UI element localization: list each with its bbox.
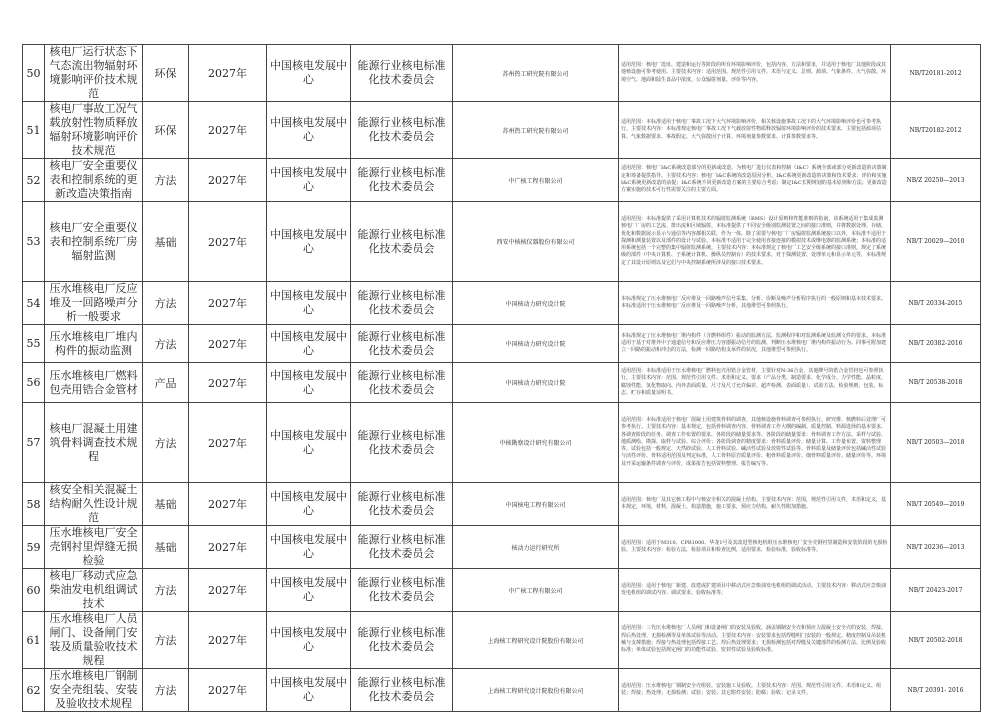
replaced-standard-cell: NB/T 20334-2015	[891, 282, 981, 325]
organizing-unit-cell: 中国核电发展中心	[267, 325, 351, 363]
standard-type-cell: 环保	[143, 45, 189, 102]
organizing-unit-cell: 中国核电发展中心	[267, 526, 351, 569]
drafting-unit-cell: 上海核工程研究设计院股份有限公司	[453, 669, 619, 712]
row-number-cell: 58	[23, 483, 45, 526]
scope-and-content-cell: 适用范围：本标准适用于核电厂混凝土用建筑骨料的调查，其他核设施骨料调查可参照执行。研究堆、核燃料后处理厂可参考执行。主要技术内容：基本规定，包括骨料调查内容、骨料调查工作大纲的编制、质量控制、料源选择的基本要求、各调查阶段的任务、调查工作布置的要求、各阶段的储量要求等。各阶段的储量要求：骨料调查工作方法、采样与试验、地质测绘、勘探、取样与试验、综合评价；各阶段调查的精度要求：骨料质量评价、储量计算、工作量布置、资料整理等。试验包括一般规定、天然砂试验、人工骨料试验、碱活性试验及放射性试验等。骨料质量及储量评价包括碱活性试验与活性评价、骨料适用范围及判定标准，人工骨料原岩质量评价、粗骨料质量评价、细骨料质量评价、储量评价等。环境及开采运输条件调查与评价，成果报告包括资料整理、报告编写等。	[619, 403, 891, 483]
replaced-standard-cell: NB/Z 20250—2013	[891, 159, 981, 202]
organizing-unit-cell: 中国核电发展中心	[267, 483, 351, 526]
row-number-cell: 53	[23, 202, 45, 282]
standard-name-cell: 核电厂安全重要仪表和控制系统厂房辐射监测	[45, 202, 143, 282]
row-number-cell: 54	[23, 282, 45, 325]
target-year-cell: 2027年	[189, 483, 267, 526]
scope-and-content-cell: 适用范围：本标准提供了采用计算机技术的辐射监测系统（RMS）设计原则和性能准则的指南，该系统适用于集成监测核电厂厂房的工艺流、排出流和区域辐射。本标准提供了不同安全级别监测装置之间的接口准则，并将数据处理、存储、优化和数据展示显示与通信等内容都相关联，作为一体。除了需要与核电厂厂房辐射监测系统接口以外，本标准不适用于探测和测量装置以及部件的设计与试验。本标准不适用于完全使用直接连接的模拟技术或继电器的监测系统；本标准的适用系统包括一个完整的集中辐射监测系统。主要技术内容：本标准规定了核电厂工艺安全级系统的接口准则，规定了系统级的部件（中央计算机、子系统计算机、操纵员控制台）的技术要求，对于探测装置、处理单元和显示单元等，本标准规定了其设计原则以及它们与中央控制系统所涉及的接口技术要求。	[619, 202, 891, 282]
scope-and-content-cell: 适用范围：适用于核电厂新建、改建或扩建项目中移动式应急柴油发电机组的调试活动。主要技术内容：移动式应急柴油发电机组的调试内容、调试要求、验收标准等。	[619, 569, 891, 612]
standard-type-cell: 方法	[143, 569, 189, 612]
drafting-unit-cell: 中国核电工程有限公司	[453, 483, 619, 526]
standard-name-cell: 核电厂混凝土用建筑骨料调查技术规程	[45, 403, 143, 483]
organizing-unit-cell: 中国核电发展中心	[267, 669, 351, 712]
standard-type-cell: 方法	[143, 403, 189, 483]
organizing-unit-cell: 中国核电发展中心	[267, 102, 351, 159]
row-number-cell: 61	[23, 612, 45, 669]
drafting-unit-cell: 中广核工程有限公司	[453, 159, 619, 202]
technical-committee-cell: 能源行业核电标准化技术委员会	[351, 102, 453, 159]
scope-and-content-cell: 适用范围：核电厂及其它核工程中与核安全相关的混凝土结构。主要技术内容：范围，规范性引用文件，术语和定义，基本规定，环境，材料，混凝土，构造措施，施工要求，预应力结构，耐久性附加措施。	[619, 483, 891, 526]
technical-committee-cell: 能源行业核电标准化技术委员会	[351, 612, 453, 669]
replaced-standard-cell: NB/T 20391- 2016	[891, 669, 981, 712]
target-year-cell: 2027年	[189, 325, 267, 363]
standard-type-cell: 方法	[143, 282, 189, 325]
standard-name-cell: 压水堆核电厂堆内构件的振动监测	[45, 325, 143, 363]
table-row	[23, 483, 981, 526]
drafting-unit-cell: 中国核动力研究设计院	[453, 282, 619, 325]
replaced-standard-cell: NB/T 20236—2013	[891, 526, 981, 569]
standard-name-cell: 核安全相关混凝土结构耐久性设计规范	[45, 483, 143, 526]
replaced-standard-cell: NB/T 20538-2018	[891, 363, 981, 403]
organizing-unit-cell: 中国核电发展中心	[267, 363, 351, 403]
table-row	[23, 159, 981, 202]
row-number-cell: 62	[23, 669, 45, 712]
replaced-standard-cell: NB/T 20029—2010	[891, 202, 981, 282]
scope-and-content-cell: 适用范围：适用于M310、CPR1000、华龙1号及其改进型核电机组压水堆核电厂安全壳钢衬里制造和安装阶段的无损检验。主要技术内容：检验方法，检验项目和检查比例，适用要求，检验标准，验收标准等。	[619, 526, 891, 569]
replaced-standard-cell: NB/T 20502-2018	[891, 612, 981, 669]
standard-type-cell: 产品	[143, 363, 189, 403]
standard-name-cell: 核电厂事故工况气载放射性物质释放辐射环境影响评价技术规范	[45, 102, 143, 159]
table-row	[23, 102, 981, 159]
replaced-standard-cell: NB/T 20503—2018	[891, 403, 981, 483]
target-year-cell: 2027年	[189, 526, 267, 569]
standard-type-cell: 基础	[143, 202, 189, 282]
drafting-unit-cell: 中广核工程有限公司	[453, 569, 619, 612]
technical-committee-cell: 能源行业核电标准化技术委员会	[351, 403, 453, 483]
scope-and-content-cell: 适用范围：压水堆核电厂钢制安全壳组装、安装施工及验收。主要技术内容：范围、规范性引用文件、术语和定义、组装；焊接；热处理；无损检测；试验；安装；其它附件安装；防腐；验收；记录文件。	[619, 669, 891, 712]
target-year-cell: 2027年	[189, 202, 267, 282]
target-year-cell: 2027年	[189, 403, 267, 483]
organizing-unit-cell: 中国核电发展中心	[267, 45, 351, 102]
table-row	[23, 612, 981, 669]
target-year-cell: 2027年	[189, 102, 267, 159]
technical-committee-cell: 能源行业核电标准化技术委员会	[351, 202, 453, 282]
drafting-unit-cell: 西安中核核仪器股份有限公司	[453, 202, 619, 282]
drafting-unit-cell: 中国核动力研究设计院	[453, 363, 619, 403]
technical-committee-cell: 能源行业核电标准化技术委员会	[351, 526, 453, 569]
target-year-cell: 2027年	[189, 569, 267, 612]
organizing-unit-cell: 中国核电发展中心	[267, 159, 351, 202]
standard-name-cell: 核电厂移动式应急柴油发电机组调试技术	[45, 569, 143, 612]
row-number-cell: 52	[23, 159, 45, 202]
standard-type-cell: 方法	[143, 612, 189, 669]
technical-committee-cell: 能源行业核电标准化技术委员会	[351, 282, 453, 325]
scope-and-content-cell: 适用范围：核电厂选址、建造和运行等阶段的所有环境影响评价，包括内容、方法和要求，并适用于核电厂其他阶段或其他核设施可参考使用。主要技术内容：适用范围、规范性引用文件、术语与定义、总则、源项、气象条件、大气弥散、环境空气、地面和陆生食品中浓度、公众辐射剂量、评价等内容。	[619, 45, 891, 102]
replaced-standard-cell: NB/T 20423-2017	[891, 569, 981, 612]
standard-type-cell: 方法	[143, 159, 189, 202]
table-row	[23, 202, 981, 282]
table-row	[23, 669, 981, 712]
table-row	[23, 569, 981, 612]
standard-name-cell: 压水堆核电厂安全壳钢衬里焊缝无损检验	[45, 526, 143, 569]
drafting-unit-cell: 苏州热工研究院有限公司	[453, 102, 619, 159]
drafting-unit-cell: 中核勘察设计研究有限公司	[453, 403, 619, 483]
drafting-unit-cell: 核动力运行研究所	[453, 526, 619, 569]
table-row	[23, 282, 981, 325]
technical-committee-cell: 能源行业核电标准化技术委员会	[351, 669, 453, 712]
target-year-cell: 2027年	[189, 669, 267, 712]
standard-name-cell: 核电厂运行状态下气态流出物辐射环境影响评价技术规范	[45, 45, 143, 102]
scope-and-content-cell: 适用范围：核电厂I&C系统改造部分的更新或改造，为核电厂进行仪表和控制（I&C）系统全部或部分更新改造的决策制定和筹备提供指导。主要技术内容：核电厂I&C系统的改造原因分析，I&C系统更新改造的决策和技术要求：评价和实施I&C系统更新改造的前提；I&C系统不同更新改造方案的主要综合考虑；制定I&C长期规划的基本原则和方法；更新改造方案实施的技术可行性需要关注的主要方面。	[619, 159, 891, 202]
organizing-unit-cell: 中国核电发展中心	[267, 569, 351, 612]
drafting-unit-cell: 上海核工程研究设计院股份有限公司	[453, 612, 619, 669]
organizing-unit-cell: 中国核电发展中心	[267, 202, 351, 282]
organizing-unit-cell: 中国核电发展中心	[267, 612, 351, 669]
row-number-cell: 55	[23, 325, 45, 363]
standard-type-cell: 方法	[143, 669, 189, 712]
replaced-standard-cell: NB/T 20382-2016	[891, 325, 981, 363]
standard-type-cell: 基础	[143, 483, 189, 526]
table-row	[23, 363, 981, 403]
drafting-unit-cell: 中国核动力研究设计院	[453, 325, 619, 363]
standard-name-cell: 压水堆核电厂反应堆及一回路噪声分析一般要求	[45, 282, 143, 325]
target-year-cell: 2027年	[189, 612, 267, 669]
technical-committee-cell: 能源行业核电标准化技术委员会	[351, 483, 453, 526]
standard-name-cell: 压水堆核电厂燃料包壳用锆合金管材	[45, 363, 143, 403]
replaced-standard-cell: NB/T20182-2012	[891, 102, 981, 159]
table-row	[23, 325, 981, 363]
technical-committee-cell: 能源行业核电标准化技术委员会	[351, 45, 453, 102]
standard-type-cell: 方法	[143, 325, 189, 363]
row-number-cell: 56	[23, 363, 45, 403]
technical-committee-cell: 能源行业核电标准化技术委员会	[351, 159, 453, 202]
replaced-standard-cell: NB/T 20549—2019	[891, 483, 981, 526]
standards-table	[22, 44, 981, 712]
row-number-cell: 50	[23, 45, 45, 102]
replaced-standard-cell: NB/T20181-2012	[891, 45, 981, 102]
technical-committee-cell: 能源行业核电标准化技术委员会	[351, 569, 453, 612]
technical-committee-cell: 能源行业核电标准化技术委员会	[351, 325, 453, 363]
drafting-unit-cell: 苏州热工研究院有限公司	[453, 45, 619, 102]
table-row	[23, 526, 981, 569]
standard-type-cell: 环保	[143, 102, 189, 159]
organizing-unit-cell: 中国核电发展中心	[267, 282, 351, 325]
standard-type-cell: 基础	[143, 526, 189, 569]
organizing-unit-cell: 中国核电发展中心	[267, 403, 351, 483]
target-year-cell: 2027年	[189, 282, 267, 325]
target-year-cell: 2027年	[189, 45, 267, 102]
scope-and-content-cell: 适用范围：本标准适用于核电厂事故工况下大气环境影响评价，相关核设施事故工况下的大气环境影响评价也可参考执行。主要技术内容：本标准规定核电厂事故工况下气载放射性物质释放辐射环境影响评价的技术要求，主要包括源项估算、气象数据要求、事故假定、大气弥散因子计算、环境剂量参数要求、计算参数要求等。	[619, 102, 891, 159]
standard-name-cell: 压水堆核电厂钢制安全壳组装、安装及验收技术规程	[45, 669, 143, 712]
standard-name-cell: 压水堆核电厂人员闸门、设备闸门安装及质量验收技术规程	[45, 612, 143, 669]
row-number-cell: 57	[23, 403, 45, 483]
scope-and-content-cell: 适用范围：三代压水堆核电厂人员闸门和设备闸门的安装及验收，涵盖钢制安全壳和预应力混凝土安全壳的安装、焊接、焊后热处理、无损检测等及单体试验等活动。主要技术内容：安装要求包括焊缝明门安装的一般规定、精度控制及吊装机械与支撑措施；焊接与热处理包括焊接工艺、焊后热处理要求；无损检测包括对焊缝及关键部件的检测方法、比例及验收标准；单体试验包括规定闸门的功能性试验、密封性试验及验收标准。	[619, 612, 891, 669]
table-row	[23, 403, 981, 483]
row-number-cell: 51	[23, 102, 45, 159]
table-row	[23, 45, 981, 102]
scope-and-content-cell: 适用范围：本标准适用于压水堆核电厂燃料包壳用锆合金管材，主要针对N-36合金，其他牌号的锆合金管材也可参照执行。主要技术内容：范围、规范性引用文件、术语和定义、要求（产品分类、制造要求、化学成分、力学性能、晶粒度、腐蚀性能、氢化物取向、内外表面质量、尺寸及尺寸允许偏差、超声检测、表面质量）、试验方法、检验规则、包装、标志、贮存和质量证明书。	[619, 363, 891, 403]
scope-and-content-cell: 本标准规定了压水堆核电厂反应堆及一回路噪声信号采集、分析、诊断及噪声分析程序执行的一般原则和基本技术要求。本标准适用于压水堆核电厂反应堆及一回路噪声分析，其他堆型可参照执行。	[619, 282, 891, 325]
scope-and-content-cell: 本标准规定了压水堆核电厂堆内构件（含燃料组件）振动的监测方法，监测程序和对监测系统及监测文件的要求。本标准适用于基于对堆外中子通道信号和反应堆压力容器振动信号的监测，判断压水堆核电厂堆内构件振动行为。同事可附加建立一回路的振动和冲击的方法，检测一回路结构支承件的状况，其他堆型可参照执行。	[619, 325, 891, 363]
target-year-cell: 2027年	[189, 363, 267, 403]
row-number-cell: 60	[23, 569, 45, 612]
standard-name-cell: 核电厂安全重要仪表和控制系统的更新改造决策指南	[45, 159, 143, 202]
target-year-cell: 2027年	[189, 159, 267, 202]
row-number-cell: 59	[23, 526, 45, 569]
technical-committee-cell: 能源行业核电标准化技术委员会	[351, 363, 453, 403]
